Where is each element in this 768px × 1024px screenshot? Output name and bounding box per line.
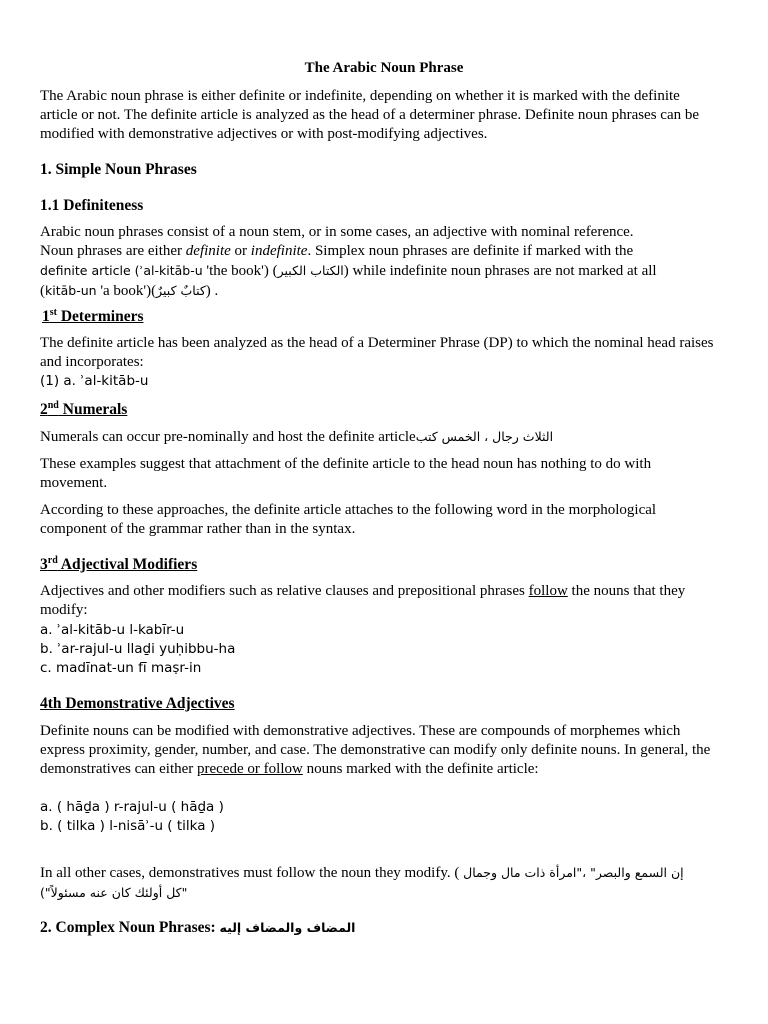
arabic-example-indefinite: كتابٌ كبيرٌ (156, 283, 206, 298)
adjectival-example-b: b. ʾar-rajul-u llaḏi yuḥibbu-ha (40, 641, 236, 657)
section-2-heading: 2. Complex Noun Phrases: المضاف والمضاف إليه (40, 919, 356, 936)
adjectival-paragraph: Adjectives and other modifiers such as relative clauses and prepositional phrases follow the nouns that they modify: (40, 583, 686, 618)
arabic-demonstrative-example-2: "كل أولئك كان عنه مسئولاً") (40, 885, 188, 900)
section-1-1-heading: 1.1 Definiteness (40, 197, 144, 214)
term-indefinite: indefinite (250, 243, 308, 259)
arabic-example-definite: الكتاب الكبير (277, 263, 344, 278)
determiners-heading: 1st Determiners (42, 306, 144, 325)
adjectival-modifiers-heading: 3rd Adjectival Modifiers (40, 554, 198, 573)
arabic-numerals-example: الثلاث رجال ، الخمس كتب (415, 429, 554, 444)
definiteness-line-4: (kitāb-un 'a book')(كتابٌ كبيرٌ) . (40, 283, 219, 299)
numerals-paragraph-3: According to these approaches, the definite article attaches to the following word in the morphological component of the grammar rather than in the syntax. (40, 502, 657, 537)
demonstrative-example-b: b. ( tilka ) l-nisāʾ-u ( tilka ) (40, 818, 216, 834)
numerals-paragraph-2: These examples suggest that attachment of the definite article to the head noun has nothing to do with movement. (40, 456, 652, 491)
arabic-demonstrative-example-1: إن السمع والبصر" ،"امرأة ذات مال وجمال (463, 865, 684, 880)
page-title: The Arabic Noun Phrase (304, 60, 464, 76)
demonstrative-paragraph: Definite nouns can be modified with demonstrative adjectives. These are compounds of morphemes which express proximity, gender, number, and case. The demonstrative can modify only definite nouns. In general, the demonstratives can either precede or follow nouns marked with the definite article: (40, 723, 711, 777)
section-1-heading: 1. Simple Noun Phrases (40, 161, 197, 178)
demonstrative-follow-paragraph: In all other cases, demonstratives must follow the noun they modify. ( إن السمع والبصر" ،"امرأة ذات مال وجمال "كل أولئك كان عنه مسئولاً") (40, 865, 684, 900)
adjectival-example-a: a. ʾal-kitāb-u l-kabīr-u (40, 622, 185, 638)
demonstrative-example-a: a. ( hāḏa ) r-rajul-u ( hāḏa ) (40, 799, 224, 815)
arabic-section-2-term: المضاف والمضاف إليه (219, 920, 356, 935)
definiteness-line-2: Noun phrases are either definite or indefinite. Simplex noun phrases are definite if marked with the (40, 243, 634, 259)
determiners-example: (1) a. ʾal-kitāb-u (40, 373, 149, 389)
demonstrative-adjectives-heading: 4th Demonstrative Adjectives (40, 695, 235, 712)
intro-paragraph: The Arabic noun phrase is either definite or indefinite, depending on whether it is marked with the definite article or not. The definite article is analyzed as the head of a determiner phrase. Definite noun phrases can be modified with demonstrative adjectives or with post-modifying adjectives. (40, 88, 700, 142)
determiners-paragraph: The definite article has been analyzed as the head of a Determiner Phrase (DP) to which the nominal head raises and incorporates: (40, 335, 714, 370)
definiteness-line-1: Arabic noun phrases consist of a noun stem, or in some cases, an adjective with nominal reference. (40, 224, 634, 240)
term-definite: definite (185, 243, 231, 259)
adjectival-example-c: c. madīnat-un fī maṣr-in (40, 660, 202, 676)
numerals-heading: 2nd Numerals (40, 399, 128, 418)
definiteness-line-3: definite article (ʾal-kitāb-u 'the book') (الكتاب الكبير) while indefinite noun phrases are not marked at all (40, 263, 657, 279)
numerals-paragraph-1: Numerals can occur pre-nominally and host the definite articleالثلاث رجال ، الخمس كتب (40, 429, 554, 445)
definiteness-paragraph (40, 223, 720, 301)
